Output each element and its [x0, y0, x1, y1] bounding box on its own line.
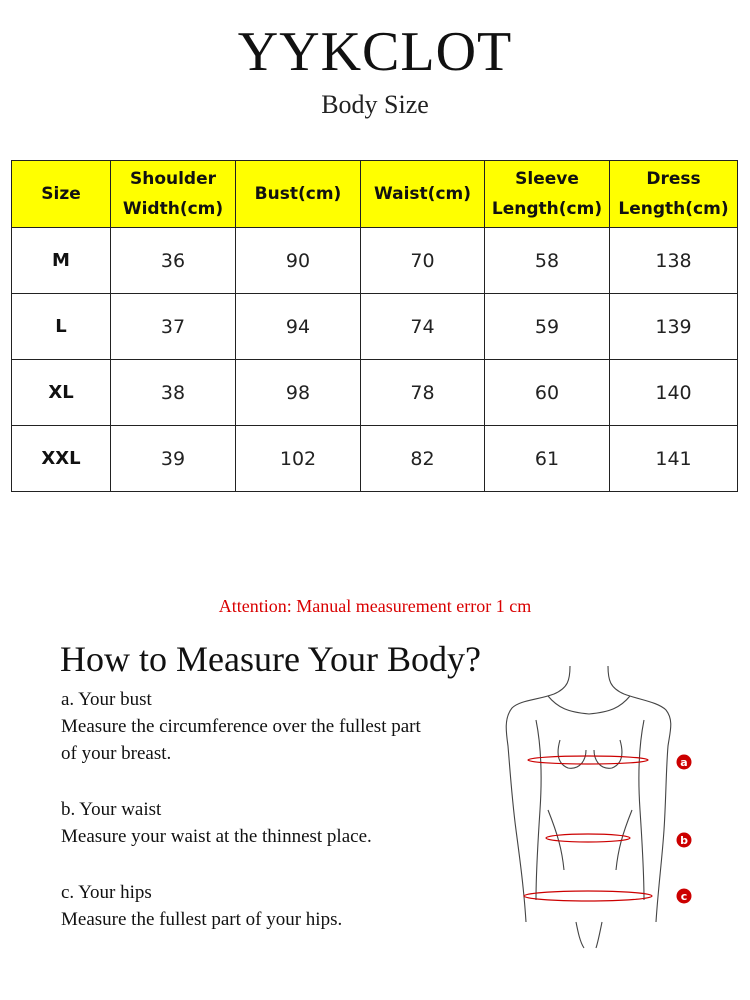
size-cell: XXL — [12, 426, 111, 492]
size-table — [11, 160, 738, 492]
header-shoulder-width: Shoulder Width(cm) — [111, 161, 236, 228]
table-cell: 37 — [111, 294, 236, 360]
marker-a — [677, 755, 692, 770]
bust-measure-line — [528, 756, 648, 764]
table-cell: 74 — [361, 294, 485, 360]
hips-text-line: Measure the fullest part of your hips. — [61, 909, 343, 930]
table-cell: 36 — [111, 228, 236, 294]
table-cell: 82 — [361, 426, 485, 492]
table-cell: 90 — [236, 228, 361, 294]
waist-heading: b. Your waist — [61, 799, 162, 820]
header-waist: Waist(cm) — [361, 161, 485, 228]
hips-heading: c. Your hips — [61, 882, 152, 903]
size-cell: XL — [12, 360, 111, 426]
table-cell: 61 — [485, 426, 610, 492]
table-row — [12, 228, 738, 294]
table-cell: 60 — [485, 360, 610, 426]
table-cell: 102 — [236, 426, 361, 492]
table-cell: 141 — [610, 426, 738, 492]
table-row — [12, 426, 738, 492]
waist-text-line: Measure your waist at the thinnest place. — [61, 826, 372, 847]
bust-text-line: Measure the circumference over the fullest part — [61, 716, 421, 737]
body-outline — [506, 666, 671, 948]
size-cell: M — [12, 228, 111, 294]
svg-text:b: b — [680, 834, 688, 847]
table-cell: 139 — [610, 294, 738, 360]
hips-instruction — [61, 879, 342, 933]
table-cell: 38 — [111, 360, 236, 426]
marker-b — [677, 833, 692, 848]
header-size: Size — [12, 161, 111, 228]
svg-text:a: a — [680, 756, 688, 769]
brand-title: YYKCLOT — [237, 21, 513, 83]
table-cell: 98 — [236, 360, 361, 426]
header-sleeve-length: Sleeve Length(cm) — [485, 161, 610, 228]
header-dress-length: Dress Length(cm) — [610, 161, 738, 228]
table-cell: 78 — [361, 360, 485, 426]
page-subtitle: Body Size — [321, 90, 429, 119]
svg-text:c: c — [680, 890, 688, 903]
table-cell: 59 — [485, 294, 610, 360]
waist-measure-line — [546, 834, 630, 842]
table-cell: 70 — [361, 228, 485, 294]
size-cell: L — [12, 294, 111, 360]
header-bust: Bust(cm) — [236, 161, 361, 228]
marker-c — [677, 889, 692, 904]
table-header-row — [12, 161, 738, 228]
table-cell: 140 — [610, 360, 738, 426]
table-cell: 138 — [610, 228, 738, 294]
table-row — [12, 294, 738, 360]
waist-instruction — [61, 796, 372, 850]
body-outline-figure — [498, 660, 708, 952]
table-cell: 94 — [236, 294, 361, 360]
how-to-measure-title: How to Measure Your Body? — [60, 639, 481, 679]
table-cell: 58 — [485, 228, 610, 294]
attention-note: Attention: Manual measurement error 1 cm — [218, 596, 532, 616]
table-cell: 39 — [111, 426, 236, 492]
bust-instruction — [61, 686, 421, 767]
hips-measure-line — [524, 891, 652, 901]
bust-heading: a. Your bust — [61, 689, 152, 710]
measurement-lines — [524, 756, 652, 901]
bust-text-line: of your breast. — [61, 743, 172, 764]
table-row — [12, 360, 738, 426]
